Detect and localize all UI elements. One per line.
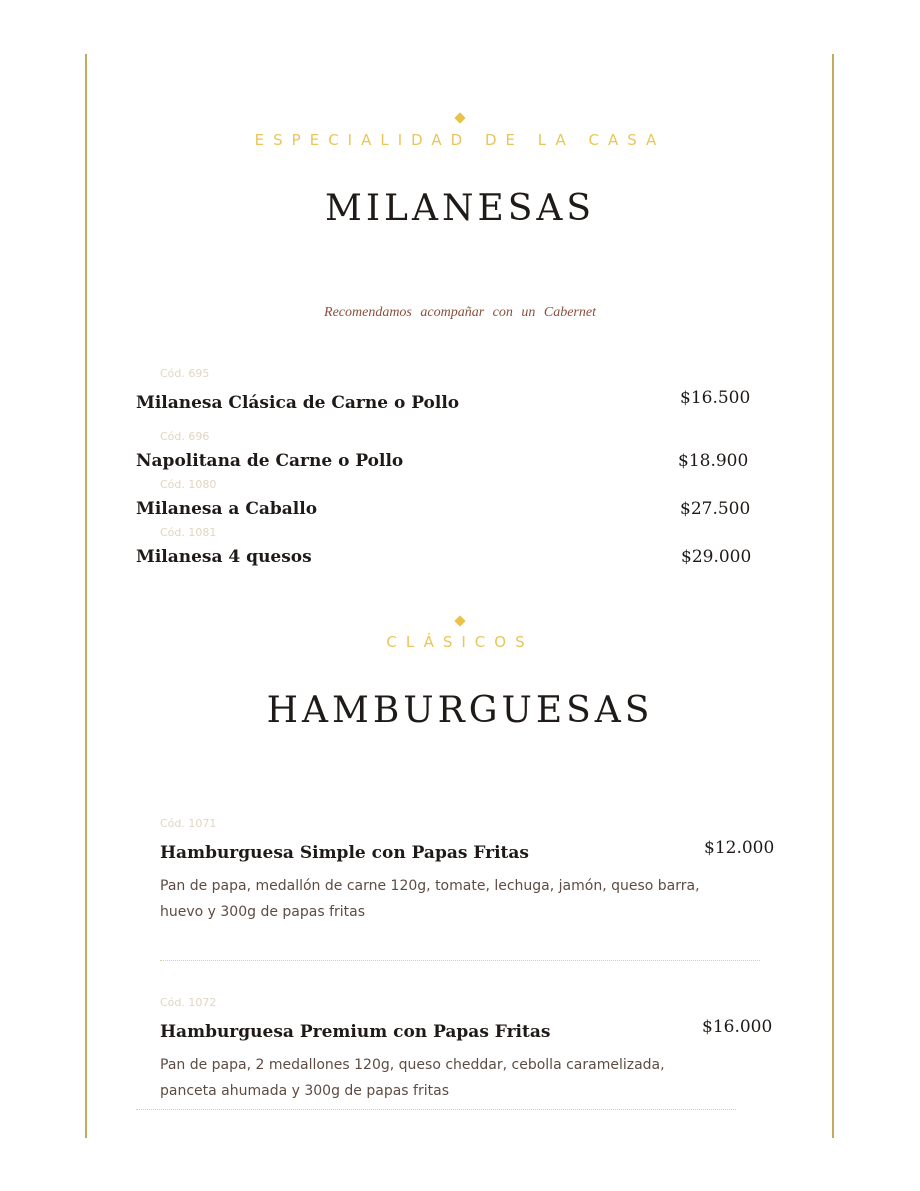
item-name: Hamburguesa Simple con Papas Fritas <box>160 843 529 863</box>
section-kicker: CLÁSICOS <box>386 633 534 651</box>
item-description-line: Pan de papa, 2 medallones 120g, queso cheddar, cebolla caramelizada, <box>160 1057 665 1073</box>
item-name: Milanesa 4 quesos <box>136 547 312 567</box>
item-price: $18.900 <box>678 451 749 471</box>
section-kicker: ESPECIALIDAD DE LA CASA <box>254 131 666 149</box>
section-title: HAMBURGUESAS <box>266 690 654 731</box>
item-description-line: panceta ahumada y 300g de papas fritas <box>160 1083 449 1099</box>
diamond-ornament-icon <box>454 112 465 123</box>
item-divider <box>160 960 760 961</box>
item-code: Cód. 1072 <box>160 996 217 1009</box>
item-code: Cód. 695 <box>160 367 210 380</box>
item-name: Milanesa a Caballo <box>136 499 318 519</box>
item-price: $16.000 <box>702 1017 773 1037</box>
item-divider <box>136 1109 736 1110</box>
item-code: Cód. 1081 <box>160 526 217 539</box>
item-price: $27.500 <box>680 499 751 519</box>
item-code: Cód. 696 <box>160 430 210 443</box>
section-title: MILANESAS <box>324 188 596 229</box>
item-code: Cód. 1071 <box>160 817 217 830</box>
item-name: Napolitana de Carne o Pollo <box>136 451 404 471</box>
diamond-ornament-icon <box>454 615 465 626</box>
item-price: $16.500 <box>680 388 751 408</box>
item-name: Hamburguesa Premium con Papas Fritas <box>160 1022 551 1042</box>
item-description-line: Pan de papa, medallón de carne 120g, tomate, lechuga, jamón, queso barra, <box>160 878 700 894</box>
item-price: $29.000 <box>681 547 752 567</box>
item-code: Cód. 1080 <box>160 478 217 491</box>
item-description <box>160 873 700 925</box>
item-description <box>160 1052 700 1104</box>
item-price: $12.000 <box>704 838 775 858</box>
item-name: Milanesa Clásica de Carne o Pollo <box>136 393 460 413</box>
wine-recommendation: Recomendamos acompañar con un Cabernet <box>324 305 596 320</box>
item-description-line: huevo y 300g de papas fritas <box>160 904 366 920</box>
